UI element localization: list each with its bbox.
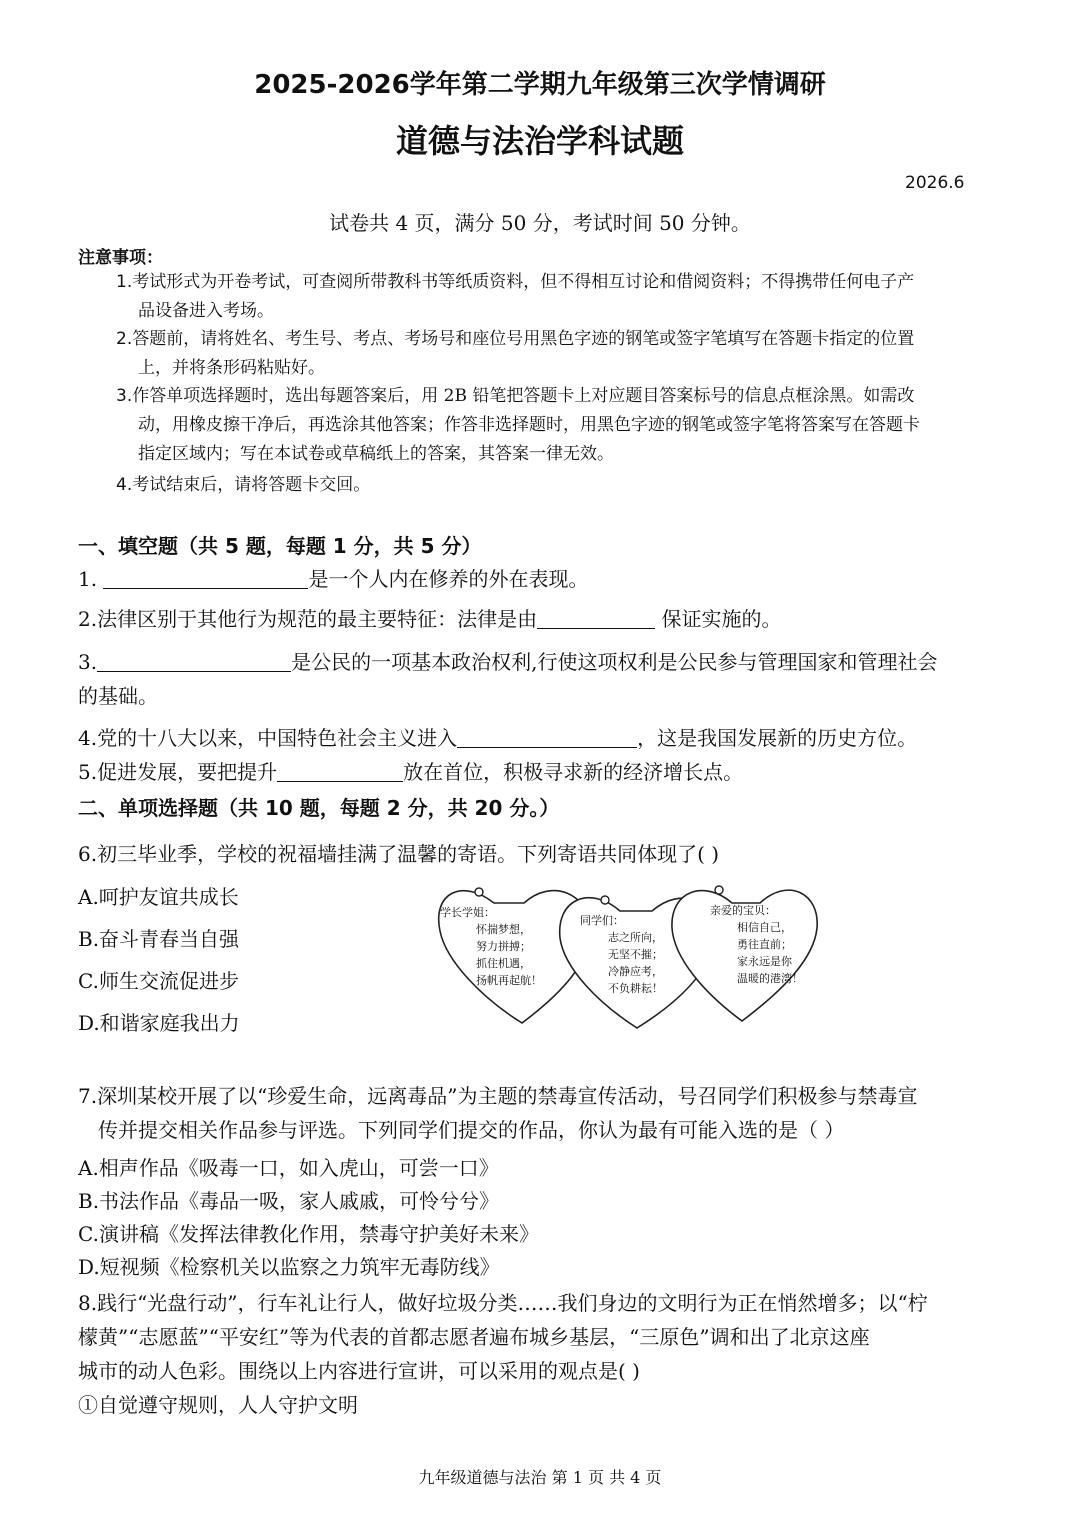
- answer-blank[interactable]: [457, 725, 637, 748]
- heart-3-text: 亲爱的宝贝：: [710, 904, 776, 917]
- note-1: [116, 268, 1016, 326]
- question-4: [78, 721, 1008, 755]
- hanging-hole: [715, 886, 723, 894]
- question-text: 保证实施的。: [655, 607, 782, 631]
- option-b: B.奋斗青春当自强: [78, 927, 240, 951]
- note-line: 动，用橡皮擦干净后，再选涂其他答案；作答非选择题时，用黑色字迹的钢笔或签字笔将答案写在答题卡: [138, 415, 920, 435]
- heart-2-text: 冷静应考，: [608, 965, 663, 978]
- exam-date: 2026.6: [905, 173, 965, 193]
- option-a: A.相声作品《吸毒一口，如入虎山，可尝一口》: [78, 1156, 499, 1180]
- hanging-hole: [475, 888, 483, 896]
- section-2-heading: 二、单项选择题（共 10 题，每题 2 分，共 20 分。）: [78, 796, 560, 820]
- question-1: [78, 562, 1008, 596]
- option-d: D.和谐家庭我出力: [78, 1011, 240, 1035]
- note-2: [116, 325, 1016, 383]
- question-text: 1.: [78, 567, 104, 591]
- option-b: B.书法作品《毒品一吸，家人戚戚，可怜兮兮》: [78, 1189, 500, 1213]
- answer-blank[interactable]: [97, 649, 291, 672]
- question-text: 放在首位，积极寻求新的经济增长点。: [403, 760, 744, 784]
- question-item: ①自觉遵守规则，人人守护文明: [78, 1393, 358, 1417]
- heart-3-text: 家永远是你: [737, 955, 792, 968]
- heart-1-text: 扬帆再起航！: [476, 974, 542, 987]
- question-text: 的基础。: [78, 684, 158, 708]
- section-1-heading: 一、填空题（共 5 题，每题 1 分，共 5 分）: [78, 534, 482, 558]
- note-number: 4.: [116, 475, 133, 495]
- question-8-stem: [78, 1286, 1008, 1422]
- question-6-stem: 6.初三毕业季，学校的祝福墙挂满了温馨的寄语。下列寄语共同体现了( ): [78, 842, 720, 866]
- question-text: 7.深圳某校开展了以“珍爱生命，远离毒品”为主题的禁毒宣传活动，号召同学们积极参与禁毒宣: [78, 1084, 918, 1108]
- question-text: 3.: [78, 650, 98, 674]
- option-a: A.呵护友谊共成长: [78, 885, 239, 909]
- question-text: 2.法律区别于其他行为规范的最主要特征：法律是由: [78, 607, 538, 631]
- page-footer: 九年级道德与法治 第 1 页 共 4 页: [418, 1468, 662, 1487]
- note-3: [116, 382, 1016, 469]
- question-text: 4.党的十八大以来，中国特色社会主义进入: [78, 726, 458, 750]
- question-2: [78, 602, 1008, 636]
- hanging-hole: [601, 896, 609, 904]
- note-number: 3.: [116, 386, 133, 406]
- answer-blank[interactable]: [277, 759, 403, 782]
- exam-subtitle: 道德与法治学科试题: [395, 122, 684, 160]
- question-7-stem: [78, 1079, 1008, 1147]
- question-text: 是公民的一项基本政治权利,行使这项权利是公民参与管理国家和管理社会: [291, 650, 938, 674]
- question-text: 5.促进发展，要把提升: [78, 760, 278, 784]
- question-text: ，这是我国发展新的历史方位。: [637, 726, 918, 750]
- question-3: [78, 645, 1008, 713]
- hearts-illustration: [432, 873, 832, 1033]
- heart-2-text: 同学们：: [580, 914, 624, 927]
- question-text: 檬黄”“志愿蓝”“平安红”等为代表的首都志愿者遍布城乡基层，“三原色”调和出了北京这座: [78, 1325, 870, 1349]
- note-4: [116, 471, 1016, 500]
- heart-2-text: 无坚不摧；: [608, 948, 663, 961]
- answer-blank[interactable]: [537, 606, 655, 629]
- question-text: 是一个人内在修养的外在表现。: [308, 567, 589, 591]
- heart-3-text: 温暖的港湾！: [737, 972, 803, 985]
- option-d: D.短视频《检察机关以监察之力筑牢无毒防线》: [78, 1255, 500, 1279]
- heart-1-text: 抓住机遇，: [476, 957, 531, 970]
- exam-info: 试卷共 4 页，满分 50 分，考试时间 50 分钟。: [329, 211, 751, 235]
- note-number: 2.: [116, 329, 133, 349]
- question-5: [78, 755, 1008, 789]
- option-c: C.演讲稿《发挥法律教化作用，禁毒守护美好未来》: [78, 1222, 539, 1246]
- notes-heading: 注意事项：: [78, 248, 163, 268]
- option-c: C.师生交流促进步: [78, 969, 239, 993]
- heart-3-text: 勇往直前；: [737, 938, 792, 951]
- heart-2-text: 志之所向，: [608, 931, 663, 944]
- note-line: 品设备进入考场。: [138, 301, 274, 321]
- note-line: 指定区域内；写在本试卷或草稿纸上的答案，其答案一律无效。: [138, 444, 614, 464]
- note-line: 考试结束后，请将答题卡交回。: [132, 475, 371, 495]
- heart-3-text: 相信自己，: [737, 921, 792, 934]
- note-line: 考试形式为开卷考试，可查阅所带教科书等纸质资料，但不得相互讨论和借阅资料；不得携带任何电子产: [132, 272, 915, 292]
- note-line: 答题前，请将姓名、考生号、考点、考场号和座位号用黑色字迹的钢笔或签字笔填写在答题卡指定的位置: [132, 329, 915, 349]
- heart-1-text: 学长学姐：: [440, 906, 495, 919]
- question-text: 城市的动人色彩。围绕以上内容进行宣讲，可以采用的观点是( ): [78, 1359, 640, 1383]
- heart-2-text: 不负耕耘！: [608, 982, 663, 995]
- heart-1-text: 努力拼搏；: [476, 940, 531, 953]
- exam-title: 2025-2026学年第二学期九年级第三次学情调研: [254, 70, 826, 100]
- note-line: 作答单项选择题时，选出每题答案后，用 2B 铅笔把答题卡上对应题目答案标号的信息点框涂黑。如需改: [132, 386, 915, 406]
- note-line: 上，并将条形码粘贴好。: [138, 358, 325, 378]
- note-number: 1.: [116, 272, 133, 292]
- answer-blank[interactable]: [103, 566, 308, 589]
- question-text: 传并提交相关作品参与评选。下列同学们提交的作品，你认为最有可能入选的是（ ）: [98, 1118, 845, 1142]
- question-text: 8.践行“光盘行动”，行车礼让行人，做好垃圾分类……我们身边的文明行为正在悄然增多；以“柠: [78, 1291, 928, 1315]
- heart-1-text: 怀揣梦想，: [476, 923, 531, 936]
